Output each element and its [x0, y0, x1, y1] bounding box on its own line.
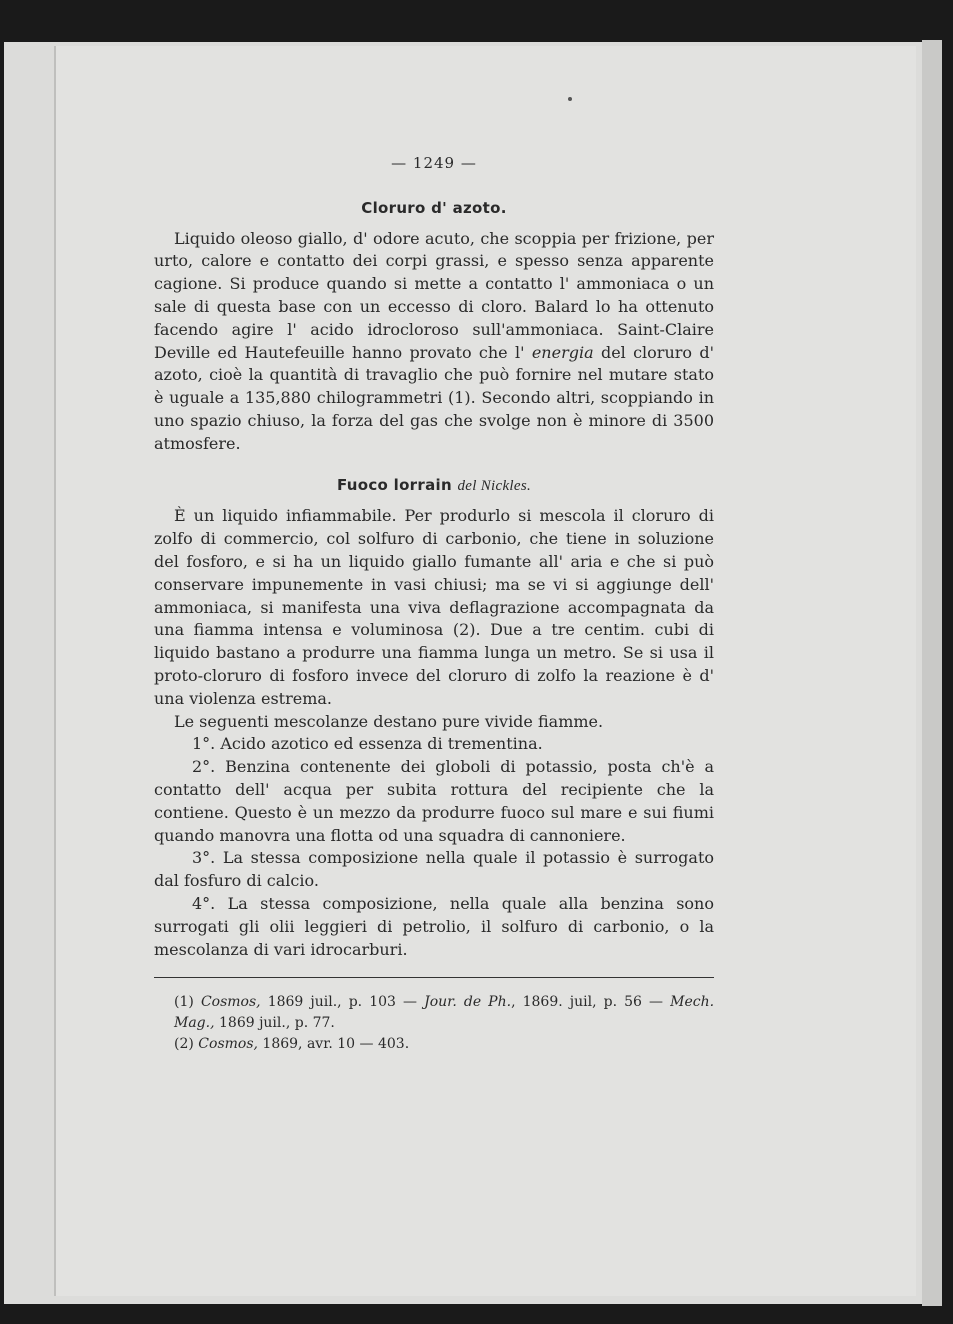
- paragraph-text-end: del cloruro d' azoto, cioè la quantità di travaglio che può fornire nel mutare stato è uguale a 135,880 chilogrammetri (1). Secondo altri, scoppiando in uno spazio chiuso, la forza del gas che svolge non è minore di 3500 atmosfere.: [154, 342, 715, 453]
- paragraph-fuoco: È un liquido infiammabile. Per produrlo si mescola il cloruro di zolfo di commercio, col solfuro di carbonio, che tiene in soluzione del fosforo, e si ha un liquido giallo fumante all' aria e che si può conservare impunemente in vasi chiusi; ma se vi si aggiunge dell' ammoniaca, si manifesta una viva deflagrazione accompagnata da una fiamma intensa e voluminosa (2). Due a tre centim. cubi di liquido bastano a produrre una fiamma lunga un metro. Se si usa il proto-cloruro di fosforo invece del cloruro di zolfo la reazione è d' una violenza estrema.: [154, 506, 714, 708]
- list-item-1: 1°. Acido azotico ed essenza di trementina.: [192, 734, 543, 754]
- emphasis-energia: energia: [531, 342, 594, 362]
- footnote-source: Jour. de Ph.: [424, 994, 512, 1011]
- footnote-source: Cosmos,: [200, 994, 261, 1011]
- section-title-italic: del Nickles.: [457, 477, 532, 494]
- page-text: [154, 152, 714, 1055]
- footnote-source: Cosmos,: [198, 1036, 258, 1053]
- scan-speck: [568, 97, 572, 101]
- list-item-4: 4°. La stessa composizione, nella quale alla benzina sono surrogati gli olii leggieri di petrolio, il solfuro di carbonio, o la mescolanza di vari idrocarburi.: [154, 893, 714, 959]
- footnote-2: [174, 1034, 714, 1055]
- page-edge: [922, 40, 942, 1306]
- footnote-text: 1869 juil., p. 77.: [219, 1015, 335, 1032]
- page-number: — 1249 —: [391, 154, 477, 172]
- footnote-source: Mech. Mag.,: [174, 994, 715, 1032]
- section-title-cloruro: Cloruro d' azoto.: [361, 198, 507, 217]
- paragraph-cloruro: [154, 228, 714, 456]
- footnote-text: , 1869. juil, p. 56 —: [511, 994, 664, 1011]
- footnote-text: 1869 juil., p. 103 —: [267, 994, 418, 1011]
- list-item-2: 2°. Benzina contenente dei globoli di potassio, posta ch'è a contatto dell' acqua per subita rottura del recipiente che la contiene. Questo è un mezzo da produrre fuoco sul mare e sui fiumi quando manovra una flotta od una squadra di cannoniere.: [154, 757, 714, 845]
- footnote-1: [174, 992, 714, 1034]
- footnotes: [154, 992, 714, 1055]
- paragraph-mescolanze: Le seguenti mescolanze destano pure vivide fiamme.: [174, 711, 604, 731]
- section-title-fuoco: [154, 474, 714, 498]
- list-item-3: 3°. La stessa composizione nella quale il potassio è surrogato dal fosfuro di calcio.: [154, 848, 714, 891]
- footnote-divider: [154, 977, 714, 978]
- paragraph-text: Liquido oleoso giallo, d' odore acuto, che scoppia per frizione, per urto, calore e contatto dei corpi grassi, e spesso senza apparente cagione. Si produce quando si mette a contatto l' ammoniaca o un sale di questa base con un eccesso di cloro. Balard lo ha ottenuto facendo agire l' acido idrocloroso sull'ammoniaca. Saint-Claire Deville ed Hautefeuille hanno provato che l': [154, 228, 714, 362]
- footnote-marker: (2): [174, 1036, 194, 1053]
- footnote-marker: (1): [174, 994, 194, 1011]
- section-title-text: Fuoco lorrain: [336, 475, 452, 494]
- footnote-text: 1869, avr. 10 — 403.: [262, 1036, 410, 1053]
